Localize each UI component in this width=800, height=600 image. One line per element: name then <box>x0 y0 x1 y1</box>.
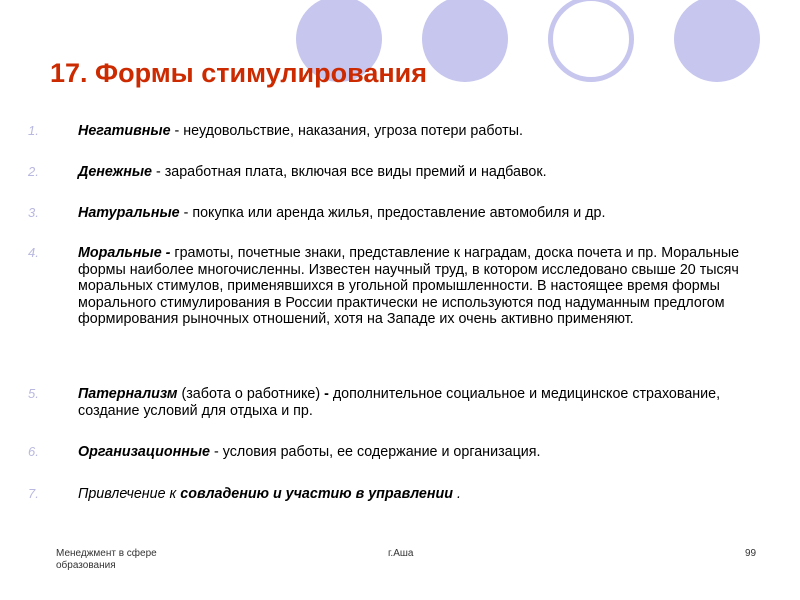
item-emphasis: совладению и участию в управлении <box>180 486 453 502</box>
item-number: 1. <box>28 123 39 138</box>
item-term: Патернализм <box>78 386 178 402</box>
list-item <box>18 205 778 222</box>
item-number: 4. <box>28 245 39 260</box>
decor-circle-2 <box>422 0 508 82</box>
footer-left: Менеджмент в сфере образования <box>56 548 157 571</box>
list-item <box>18 164 778 181</box>
item-text: грамоты, почетные знаки, представление к наградам, доска почета и пр. Моральные формы наиболее многочисленны. Известен научный труд, в котором исследовано свыше 20 тысяч моральных стимулов, применявшихся в угольной промышленности. В настоящее время формы морального стимулирования в России практически не используются под надуманным предлогом формирования рыночных отношений, хотя на Западе их очень активно применяют. <box>78 245 740 328</box>
item-term: Организационные <box>78 444 210 460</box>
item-number: 2. <box>28 164 39 179</box>
item-term: Моральные - <box>78 245 171 261</box>
item-number: 3. <box>28 205 39 220</box>
page-title: 17. Формы стимулирования <box>50 58 428 88</box>
item-term: Денежные <box>78 164 152 180</box>
item-text: - неудовольствие, наказания, угроза потери работы. <box>170 123 523 139</box>
item-text: - покупка или аренда жилья, предоставление автомобиля и др. <box>179 205 606 221</box>
decor-circle-3 <box>548 0 634 82</box>
decor-circle-4 <box>674 0 760 82</box>
list-item <box>18 386 778 419</box>
item-dash: - <box>324 386 329 402</box>
list-item <box>18 444 778 461</box>
list-item <box>18 245 773 328</box>
item-tail: . <box>452 486 461 502</box>
footer-center: г.Аша <box>388 548 414 559</box>
item-term: Натуральные <box>78 205 180 221</box>
item-text-a: (забота о работнике) <box>177 386 325 402</box>
item-lead: Привлечение к <box>78 486 181 502</box>
item-text: - заработная плата, включая все виды премий и надбавок. <box>152 164 547 180</box>
item-term: Негативные <box>78 123 171 139</box>
list-item <box>18 486 778 503</box>
item-number: 6. <box>28 444 39 459</box>
list-item <box>18 123 778 140</box>
item-text: - условия работы, ее содержание и организация. <box>210 444 541 460</box>
item-number: 5. <box>28 386 39 401</box>
page-number: 99 <box>745 548 757 559</box>
item-text: дополнительное социальное и медицинское страхование, создание условий для отдыха и пр. <box>78 386 721 419</box>
item-number: 7. <box>28 486 39 501</box>
